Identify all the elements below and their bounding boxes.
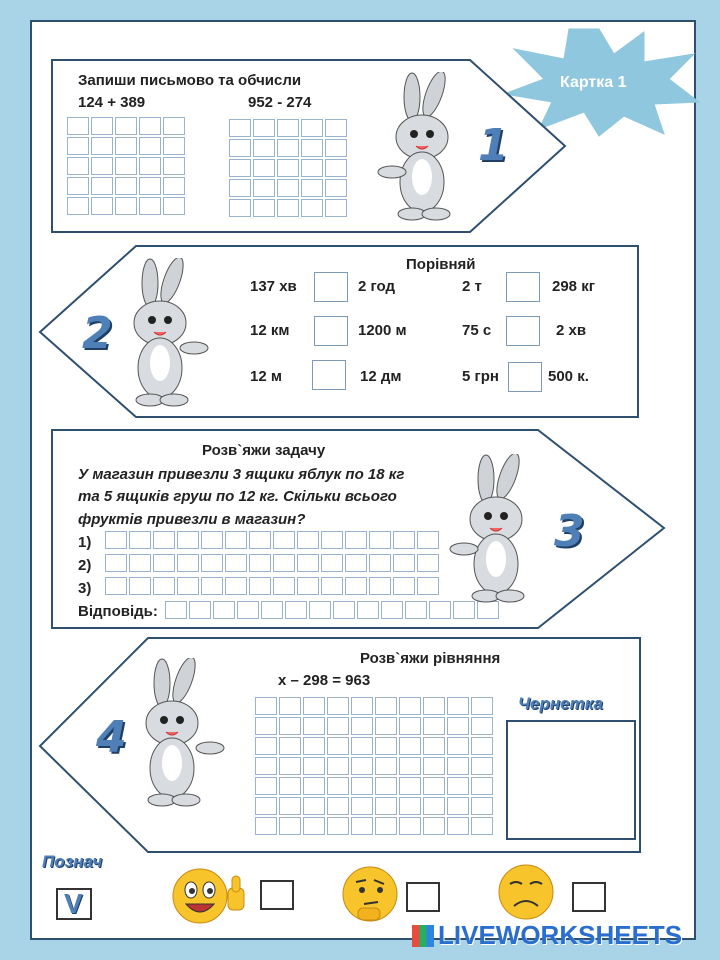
compare-right-2: 298 кг (552, 278, 595, 295)
grid-cell[interactable] (163, 117, 185, 135)
grid-cell[interactable] (375, 717, 397, 735)
grid-cell[interactable] (255, 817, 277, 835)
grid-cell[interactable] (279, 697, 301, 715)
grid-cell[interactable] (273, 577, 295, 595)
grid-cell[interactable] (393, 531, 415, 549)
grid-cell[interactable] (417, 554, 439, 572)
grid-cell[interactable] (471, 717, 493, 735)
grid-cell[interactable] (229, 119, 251, 137)
grid-cell[interactable] (279, 817, 301, 835)
grid-cell[interactable] (333, 601, 355, 619)
step-label-1: 1) (78, 534, 92, 551)
grid-cell[interactable] (229, 139, 251, 157)
grid-cell[interactable] (139, 117, 161, 135)
grid-cell[interactable] (277, 179, 299, 197)
grid-cell[interactable] (399, 717, 421, 735)
grid-cell[interactable] (301, 119, 323, 137)
brand-icon (412, 925, 434, 947)
grid-cell[interactable] (399, 757, 421, 775)
grid-cell[interactable] (303, 797, 325, 815)
grid-cell[interactable] (261, 601, 283, 619)
grid-cell[interactable] (273, 531, 295, 549)
grid-cell[interactable] (279, 717, 301, 735)
grid-cell[interactable] (129, 554, 151, 572)
draft-box[interactable] (506, 720, 636, 840)
grid-cell[interactable] (447, 797, 469, 815)
card3-number: 3 (554, 506, 585, 557)
grid-cell[interactable] (277, 139, 299, 157)
grid-cell[interactable] (279, 757, 301, 775)
grid-cell[interactable] (447, 817, 469, 835)
grid-cell[interactable] (255, 717, 277, 735)
grid-cell[interactable] (253, 199, 275, 217)
mark-check-box[interactable] (56, 888, 92, 920)
grid-cell[interactable] (325, 199, 347, 217)
grid-cell[interactable] (303, 737, 325, 755)
grid-cell[interactable] (375, 757, 397, 775)
grid-cell[interactable] (273, 554, 295, 572)
grid-cell[interactable] (381, 601, 403, 619)
grid-cell[interactable] (471, 757, 493, 775)
draft-label: Чернетка (518, 694, 603, 713)
bunny-illustration-1 (372, 72, 472, 222)
grid-cell[interactable] (255, 737, 277, 755)
compare-left-5: 12 м (250, 368, 282, 385)
thinking-face-icon (338, 864, 402, 926)
grid-cell[interactable] (303, 697, 325, 715)
grid-cell[interactable] (325, 139, 347, 157)
grid-cell[interactable] (423, 697, 445, 715)
grid-cell[interactable] (255, 757, 277, 775)
card3-title: Розв`яжи задачу (202, 442, 326, 459)
grid-cell[interactable] (129, 531, 151, 549)
grid-cell[interactable] (301, 179, 323, 197)
grid-cell[interactable] (229, 179, 251, 197)
badge-label: Картка 1 (560, 74, 627, 91)
grid-cell[interactable] (423, 777, 445, 795)
grid-cell[interactable] (325, 159, 347, 177)
grid-cell[interactable] (447, 697, 469, 715)
grid-cell[interactable] (399, 697, 421, 715)
grid-cell[interactable] (327, 797, 349, 815)
grid-cell[interactable] (163, 137, 185, 155)
grid-cell[interactable] (471, 697, 493, 715)
compare-left-6: 5 грн (462, 368, 499, 385)
grid-cell[interactable] (91, 197, 113, 215)
grid-cell[interactable] (303, 717, 325, 735)
sad-answer-box[interactable] (572, 882, 606, 912)
bunny-illustration-3 (446, 454, 546, 604)
worksheet-page (30, 20, 696, 950)
grid-cell[interactable] (369, 531, 391, 549)
compare-left-4: 75 с (462, 322, 492, 339)
grid-cell[interactable] (153, 531, 175, 549)
grid-cell[interactable] (471, 817, 493, 835)
grid-cell[interactable] (253, 119, 275, 137)
grid-cell[interactable] (327, 757, 349, 775)
grid-cell[interactable] (399, 817, 421, 835)
brand-text: LIVEWORKSHEETS (438, 920, 683, 950)
grid-cell[interactable] (165, 601, 187, 619)
grid-cell[interactable] (91, 177, 113, 195)
grid-cell[interactable] (153, 554, 175, 572)
grid-cell[interactable] (225, 531, 247, 549)
card3-problem-line1: У магазин привезли 3 ящики яблук по 18 кг (78, 466, 405, 483)
grid-cell[interactable] (351, 737, 373, 755)
card1-grid-1[interactable] (66, 116, 186, 216)
grid-cell[interactable] (405, 601, 427, 619)
grid-cell[interactable] (325, 179, 347, 197)
grid-cell[interactable] (369, 554, 391, 572)
grid-cell[interactable] (253, 179, 275, 197)
grid-cell[interactable] (277, 119, 299, 137)
grid-cell[interactable] (115, 197, 137, 215)
grid-cell[interactable] (115, 177, 137, 195)
grid-cell[interactable] (345, 554, 367, 572)
grid-cell[interactable] (253, 139, 275, 157)
step-label-2: 2) (78, 557, 92, 574)
grid-cell[interactable] (327, 817, 349, 835)
grid-cell[interactable] (301, 199, 323, 217)
grid-cell[interactable] (351, 697, 373, 715)
card3-problem-line3: фруктів привезли в магазин? (78, 511, 306, 528)
happy-answer-box[interactable] (260, 880, 294, 910)
grid-cell[interactable] (375, 737, 397, 755)
grid-cell[interactable] (201, 554, 223, 572)
grid-cell[interactable] (369, 577, 391, 595)
grid-cell[interactable] (225, 577, 247, 595)
grid-cell[interactable] (357, 601, 379, 619)
grid-cell[interactable] (177, 577, 199, 595)
card1-expr1: 124 + 389 (78, 94, 146, 111)
grid-cell[interactable] (351, 717, 373, 735)
grid-cell[interactable] (249, 554, 271, 572)
grid-cell[interactable] (301, 159, 323, 177)
compare-right-5: 12 дм (360, 368, 402, 385)
grid-cell[interactable] (163, 157, 185, 175)
grid-cell[interactable] (255, 697, 277, 715)
grid-cell[interactable] (375, 777, 397, 795)
grid-cell[interactable] (129, 577, 151, 595)
card4-title: Розв`яжи рівняння (360, 650, 501, 667)
grid-cell[interactable] (279, 797, 301, 815)
thinking-answer-box[interactable] (406, 882, 440, 912)
compare-box-5[interactable] (312, 360, 346, 390)
compare-left-3: 12 км (250, 322, 290, 339)
grid-cell[interactable] (321, 531, 343, 549)
grid-cell[interactable] (163, 177, 185, 195)
grid-cell[interactable] (327, 737, 349, 755)
grid-cell[interactable] (139, 157, 161, 175)
grid-cell[interactable] (285, 601, 307, 619)
compare-box-2[interactable] (506, 272, 540, 302)
sad-face-icon (494, 862, 558, 924)
card1-instruction: Запиши письмово та обчисли (78, 72, 302, 89)
grid-cell[interactable] (105, 554, 127, 572)
card4-number: 4 (96, 712, 127, 763)
grid-cell[interactable] (105, 577, 127, 595)
compare-right-6: 500 к. (548, 368, 589, 385)
compare-box-6[interactable] (508, 362, 542, 392)
grid-cell[interactable] (417, 577, 439, 595)
grid-cell[interactable] (321, 577, 343, 595)
grid-cell[interactable] (201, 531, 223, 549)
grid-cell[interactable] (327, 697, 349, 715)
grid-cell[interactable] (447, 737, 469, 755)
bunny-illustration-4 (122, 658, 232, 808)
happy-thumbs-up-icon (170, 866, 252, 926)
step-label-3: 3) (78, 580, 92, 597)
card2-number: 2 (82, 308, 113, 359)
grid-cell[interactable] (177, 531, 199, 549)
compare-right-3: 1200 м (358, 322, 407, 339)
grid-cell[interactable] (447, 757, 469, 775)
compare-right-4: 2 хв (556, 322, 587, 339)
card3-problem-line2: та 5 ящиків груш по 12 кг. Скільки всього (78, 488, 397, 505)
card1-grid-2[interactable] (228, 118, 348, 218)
grid-cell[interactable] (423, 737, 445, 755)
grid-cell[interactable] (345, 577, 367, 595)
grid-cell[interactable] (345, 531, 367, 549)
grid-cell[interactable] (393, 577, 415, 595)
grid-cell[interactable] (297, 531, 319, 549)
grid-cell[interactable] (139, 197, 161, 215)
grid-cell[interactable] (423, 717, 445, 735)
grid-cell[interactable] (67, 137, 89, 155)
grid-cell[interactable] (189, 601, 211, 619)
answer-label: Відповідь: (78, 603, 158, 620)
grid-cell[interactable] (229, 159, 251, 177)
compare-box-3[interactable] (314, 316, 348, 346)
grid-cell[interactable] (375, 697, 397, 715)
grid-cell[interactable] (139, 137, 161, 155)
check-mark-icon: V (64, 888, 83, 919)
grid-cell[interactable] (325, 119, 347, 137)
grid-cell[interactable] (255, 797, 277, 815)
grid-cell[interactable] (277, 199, 299, 217)
grid-cell[interactable] (351, 777, 373, 795)
card4-grid[interactable] (254, 696, 494, 836)
grid-cell[interactable] (351, 797, 373, 815)
grid-cell[interactable] (229, 199, 251, 217)
grid-cell[interactable] (67, 117, 89, 135)
grid-cell[interactable] (309, 601, 331, 619)
step-row-3[interactable] (104, 576, 440, 596)
grid-cell[interactable] (91, 117, 113, 135)
grid-cell[interactable] (279, 737, 301, 755)
grid-cell[interactable] (399, 797, 421, 815)
grid-cell[interactable] (253, 159, 275, 177)
grid-cell[interactable] (327, 717, 349, 735)
grid-cell[interactable] (91, 157, 113, 175)
grid-cell[interactable] (277, 159, 299, 177)
grid-cell[interactable] (375, 817, 397, 835)
grid-cell[interactable] (393, 554, 415, 572)
grid-cell[interactable] (105, 531, 127, 549)
grid-cell[interactable] (67, 197, 89, 215)
grid-cell[interactable] (67, 177, 89, 195)
grid-cell[interactable] (423, 817, 445, 835)
grid-cell[interactable] (249, 531, 271, 549)
card4-equation: x – 298 = 963 (278, 672, 371, 689)
grid-cell[interactable] (471, 777, 493, 795)
grid-cell[interactable] (177, 554, 199, 572)
grid-cell[interactable] (237, 601, 259, 619)
grid-cell[interactable] (351, 757, 373, 775)
step-row-2[interactable] (104, 553, 440, 573)
grid-cell[interactable] (375, 797, 397, 815)
grid-cell[interactable] (139, 177, 161, 195)
grid-cell[interactable] (213, 601, 235, 619)
bunny-illustration-2 (110, 258, 210, 408)
grid-cell[interactable] (301, 139, 323, 157)
grid-cell[interactable] (163, 197, 185, 215)
grid-cell[interactable] (153, 577, 175, 595)
compare-left-1: 137 хв (250, 278, 297, 295)
grid-cell[interactable] (303, 777, 325, 795)
grid-cell[interactable] (115, 137, 137, 155)
grid-cell[interactable] (423, 757, 445, 775)
grid-cell[interactable] (471, 797, 493, 815)
card2-title: Порівняй (406, 256, 476, 273)
grid-cell[interactable] (115, 117, 137, 135)
grid-cell[interactable] (201, 577, 223, 595)
grid-cell[interactable] (303, 757, 325, 775)
grid-cell[interactable] (321, 554, 343, 572)
grid-cell[interactable] (471, 737, 493, 755)
grid-cell[interactable] (423, 797, 445, 815)
grid-cell[interactable] (91, 137, 113, 155)
grid-cell[interactable] (67, 157, 89, 175)
grid-cell[interactable] (297, 577, 319, 595)
grid-cell[interactable] (351, 817, 373, 835)
mark-label: Познач (42, 852, 103, 871)
compare-box-4[interactable] (506, 316, 540, 346)
brand-logo (412, 920, 682, 951)
grid-cell[interactable] (447, 717, 469, 735)
grid-cell[interactable] (249, 577, 271, 595)
grid-cell[interactable] (417, 531, 439, 549)
grid-cell[interactable] (399, 777, 421, 795)
grid-cell[interactable] (447, 777, 469, 795)
grid-cell[interactable] (279, 777, 301, 795)
card1-number: 1 (478, 120, 509, 171)
step-row-1[interactable] (104, 530, 440, 550)
grid-cell[interactable] (303, 817, 325, 835)
grid-cell[interactable] (327, 777, 349, 795)
grid-cell[interactable] (225, 554, 247, 572)
card1-expr2: 952 - 274 (248, 94, 312, 111)
grid-cell[interactable] (297, 554, 319, 572)
compare-box-1[interactable] (314, 272, 348, 302)
grid-cell[interactable] (399, 737, 421, 755)
compare-right-1: 2 год (358, 278, 396, 295)
compare-left-2: 2 т (462, 278, 482, 295)
grid-cell[interactable] (255, 777, 277, 795)
grid-cell[interactable] (115, 157, 137, 175)
